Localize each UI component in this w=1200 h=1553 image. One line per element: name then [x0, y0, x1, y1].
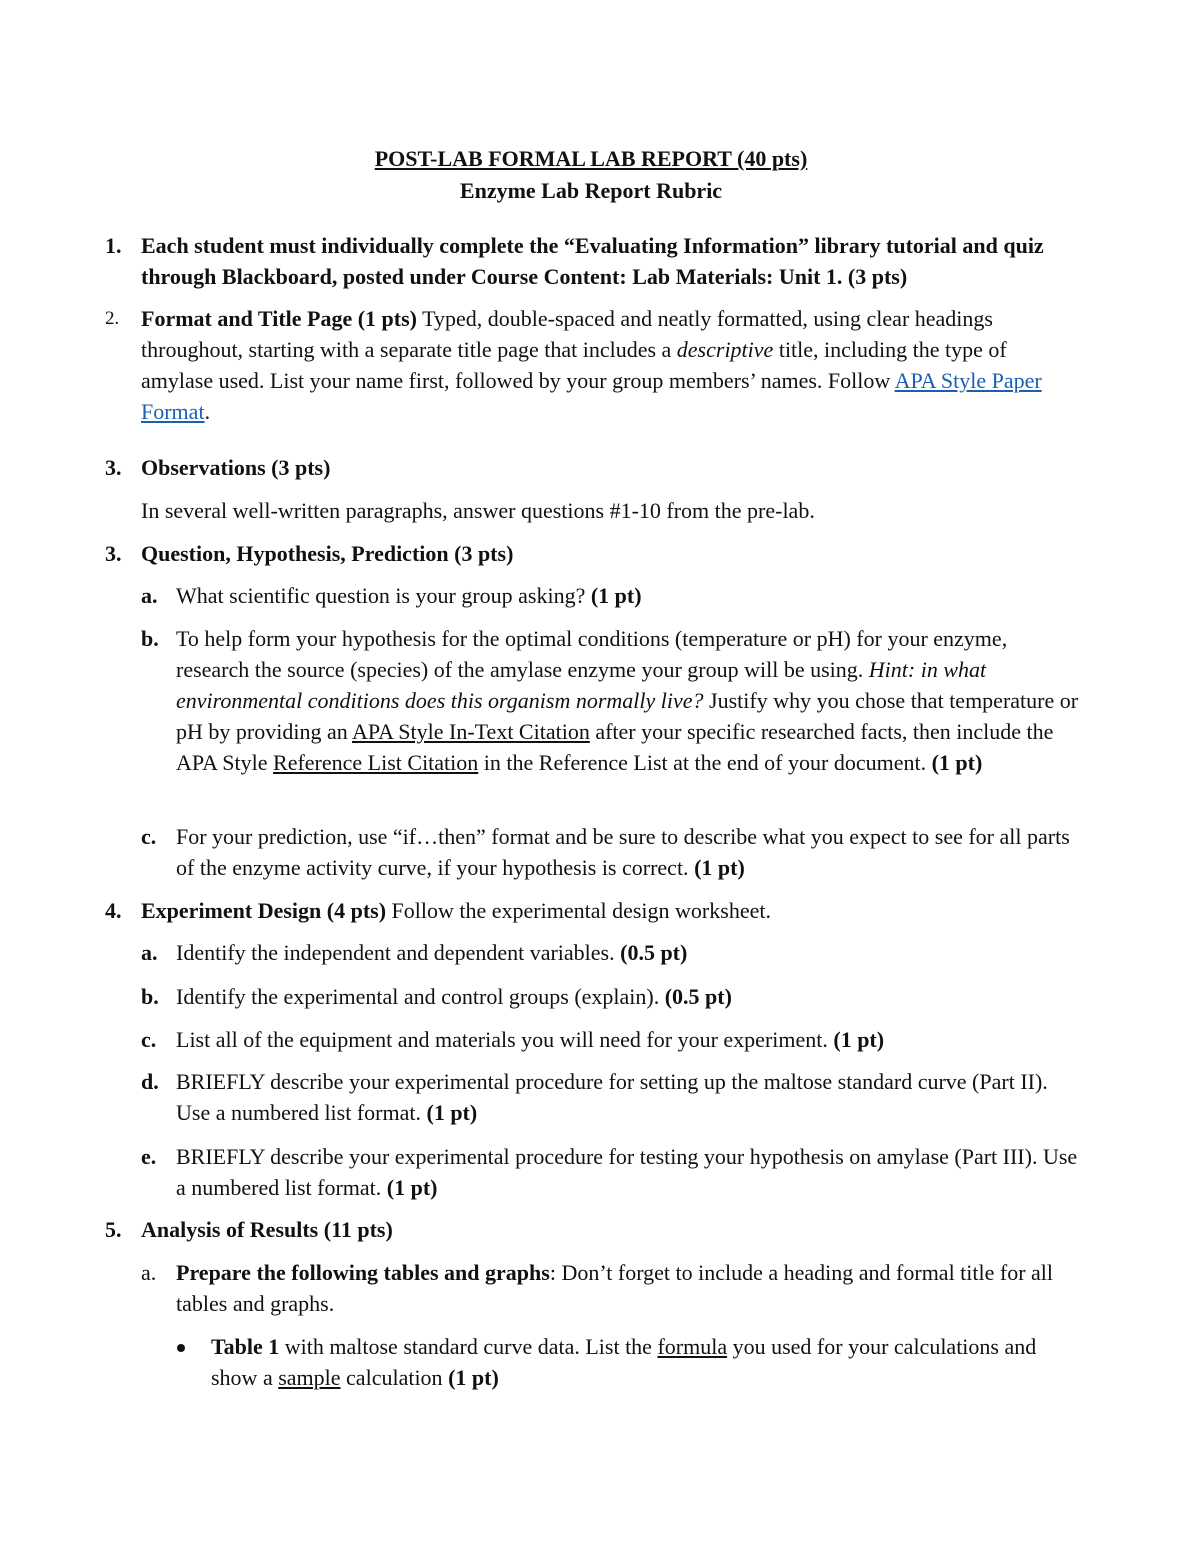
item-number: 4.: [105, 898, 122, 923]
points: (1 pt): [833, 1027, 885, 1052]
sub-text: List all of the equipment and materials you will need for your experiment.: [176, 1027, 834, 1052]
bullet-text: calculation: [340, 1365, 449, 1390]
item-text: Follow the experimental design worksheet.: [386, 898, 771, 923]
item-heading: Format and Title Page (1 pts): [141, 306, 417, 331]
sub-letter: e.: [141, 1144, 157, 1169]
sub-letter: b.: [141, 984, 159, 1009]
bullet-icon: [177, 1344, 185, 1352]
sub-item-4d: [141, 1066, 1081, 1128]
sub-item-5a: [141, 1257, 1081, 1319]
bullet-table-1: [141, 1331, 1061, 1393]
sub-letter: a.: [141, 1260, 157, 1285]
sub-item-4b: [141, 981, 1081, 1012]
sub-item-3c: [141, 821, 1081, 883]
sub-text: What scientific question is your group asking?: [176, 583, 591, 608]
item-text: In several well-written paragraphs, answer questions #1-10 from the pre-lab.: [141, 498, 815, 523]
document-title: POST-LAB FORMAL LAB REPORT (40 pts): [374, 146, 808, 171]
bullet-text: you used for your calculations and show a: [211, 1334, 1037, 1390]
underlined-text: APA Style In-Text Citation: [352, 719, 590, 744]
sub-text: For your prediction, use “if…then” format and be sure to describe what you expect to see for all parts of the enzyme activity curve, if your hypothesis is correct.: [176, 824, 1070, 880]
item-number: 3.: [105, 455, 122, 480]
sub-letter: a.: [141, 940, 158, 965]
points: (0.5 pt): [664, 984, 732, 1009]
item-number: 5.: [105, 1217, 122, 1242]
sub-text: Justify why you chose that temperature or pH by providing an: [176, 688, 1079, 744]
sub-item-3a: [141, 580, 1081, 611]
rubric-item-question: [105, 538, 1080, 569]
rubric-item-2: [105, 303, 1080, 427]
points: (1 pt): [386, 1175, 438, 1200]
sub-heading: Prepare the following tables and graphs: [176, 1260, 550, 1285]
item-heading: Experiment Design (4 pts): [141, 898, 387, 923]
sub-letter: c.: [141, 824, 157, 849]
item-heading: Observations (3 pts): [141, 455, 331, 480]
points: (1 pt): [590, 583, 642, 608]
sub-item-4a: [141, 937, 1081, 968]
item-number: 2.: [105, 308, 120, 329]
rubric-item-5: [105, 1214, 1080, 1245]
sub-text: after your specific researched facts, then include the APA Style: [176, 719, 1054, 775]
item-text: title, including the type of amylase used. List your name first, followed by your group members’ names. Follow: [141, 337, 1007, 393]
sub-text: Identify the independent and dependent variables.: [176, 940, 621, 965]
item-number: 3.: [105, 541, 122, 566]
sub-item-4c: [141, 1024, 1081, 1055]
emphasis-text: descriptive: [676, 337, 774, 362]
underlined-text: Reference List Citation: [273, 750, 479, 775]
hint-text: Hint: in what environmental conditions does this organism normally live?: [176, 657, 987, 713]
sub-text: Identify the experimental and control groups (explain).: [176, 984, 665, 1009]
sub-text: To help form your hypothesis for the optimal conditions (temperature or pH) for your enzyme, research the source (species) of the amylase enzyme your group will be using.: [176, 626, 1008, 682]
rubric-item-observations: [105, 452, 1080, 526]
points: (1 pt): [448, 1365, 499, 1390]
sub-letter: d.: [141, 1069, 159, 1094]
item-text: Each student must individually complete the “Evaluating Information” library tutorial and quiz through Blackboard, posted under Course Content: Lab Materials: Unit 1. (3 pts): [141, 233, 1044, 289]
document-subtitle: Enzyme Lab Report Rubric: [459, 178, 723, 203]
item-text: .: [204, 399, 211, 424]
underlined-text: sample: [278, 1365, 341, 1390]
rubric-item-4: [105, 895, 1080, 926]
sub-letter: b.: [141, 626, 159, 651]
apa-style-paper-format-link[interactable]: APA Style Paper Format: [141, 368, 1042, 424]
rubric-item-1: [105, 230, 1080, 292]
item-number: 1.: [105, 233, 122, 258]
sub-text: BRIEFLY describe your experimental procedure for setting up the maltose standard curve (Part II). Use a numbered list format.: [176, 1069, 1048, 1125]
sub-letter: a.: [141, 583, 158, 608]
sub-text: BRIEFLY describe your experimental procedure for testing your hypothesis on amylase (Part III). Use a numbered list format.: [176, 1144, 1078, 1200]
points: (1 pt): [426, 1100, 478, 1125]
sub-letter: c.: [141, 1027, 157, 1052]
sub-item-3b: [141, 623, 1081, 778]
underlined-text: formula: [657, 1334, 728, 1359]
points: (1 pt): [694, 855, 745, 880]
bullet-heading: Table 1: [211, 1334, 280, 1359]
bullet-text: with maltose standard curve data. List the: [279, 1334, 658, 1359]
item-heading: Question, Hypothesis, Prediction (3 pts): [141, 541, 514, 566]
sub-text: in the Reference List at the end of your document.: [478, 750, 932, 775]
sub-text: : Don’t forget to include a heading and formal title for all tables and graphs.: [176, 1260, 1054, 1316]
points: (1 pt): [931, 750, 983, 775]
sub-item-4e: [141, 1141, 1081, 1203]
points: (0.5 pt): [620, 940, 688, 965]
item-text: Typed, double-spaced and neatly formatted, using clear headings throughout, starting with a separate title page that includes a: [141, 306, 993, 362]
item-heading: Analysis of Results (11 pts): [141, 1217, 393, 1242]
